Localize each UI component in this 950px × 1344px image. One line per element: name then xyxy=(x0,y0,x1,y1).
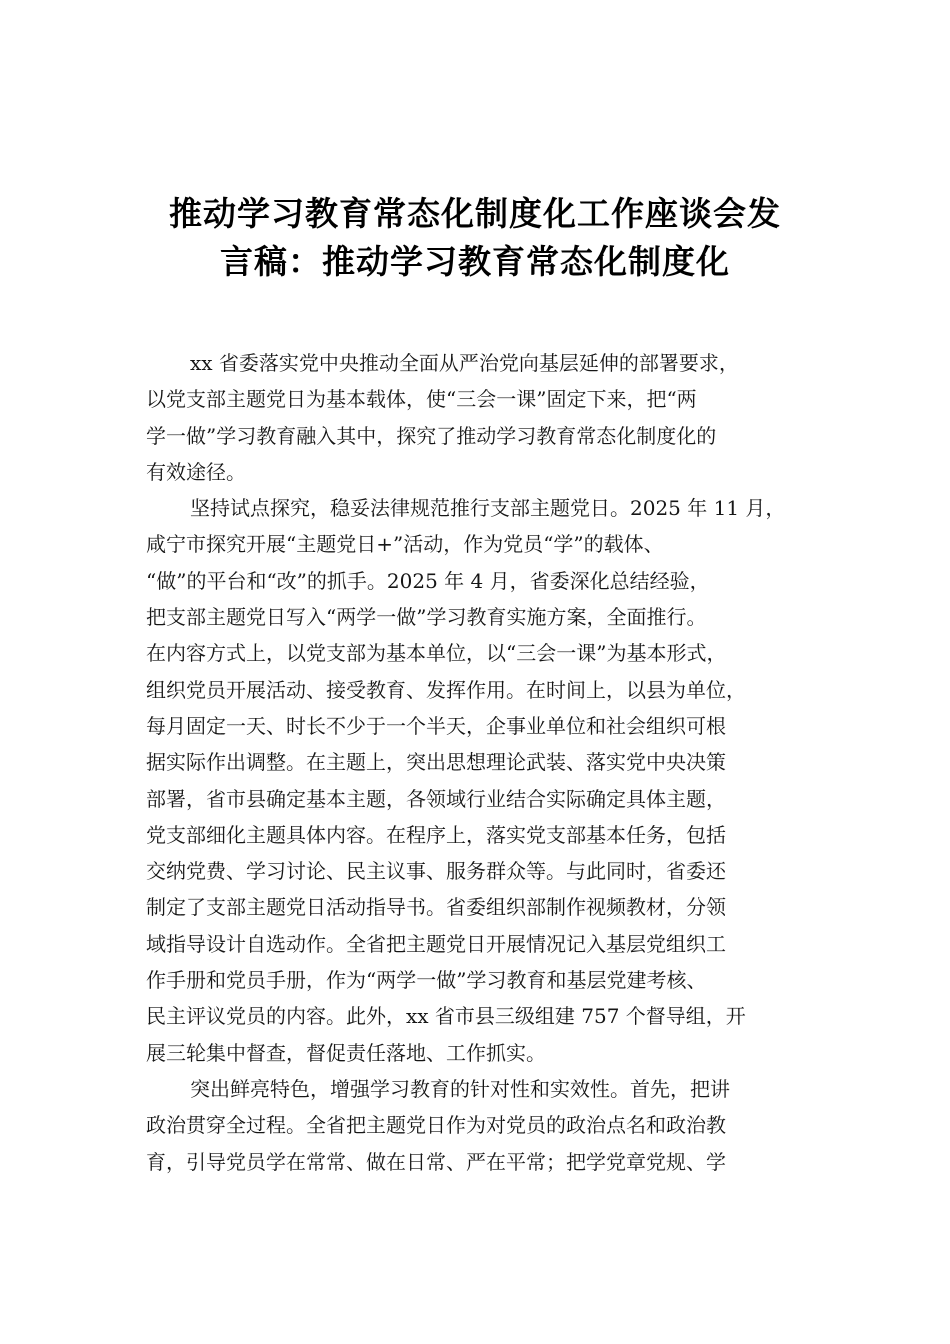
text-line: “做”的平台和“改”的抓手。2025 年 4 月，省委深化总结经验， xyxy=(146,568,710,593)
text-line: xx 省委落实党中央推动全面从严治党向基层延伸的部署要求， xyxy=(190,351,739,375)
text-line: 部署，省市县确定基本主题，各领域行业结合实际确定具体主题， xyxy=(146,786,726,811)
text-line: 育，引导党员学在常常、做在日常、严在平常；把学党章党规、学 xyxy=(146,1149,726,1174)
text-line: 有效途径。 xyxy=(146,459,246,484)
text-line: 政治贯穿全过程。全省把主题党日作为对党员的政治点名和政治教 xyxy=(146,1113,726,1138)
text-line: 制定了支部主题党日活动指导书。省委组织部制作视频教材，分领 xyxy=(146,895,726,920)
document-title xyxy=(120,190,830,286)
text-line: 展三轮集中督查，督促责任落地、工作抓实。 xyxy=(146,1040,546,1065)
text-line: 以党支部主题党日为基本载体，使“三会一课”固定下来，把“两 xyxy=(146,387,697,412)
text-line: 作手册和党员手册，作为“两学一做”学习教育和基层党建考核、 xyxy=(146,968,707,993)
paragraph xyxy=(146,490,806,1071)
text-line: 坚持试点探究，稳妥法律规范推行支部主题党日。2025 年 11 月， xyxy=(190,496,786,521)
text-line: 交纳党费、学习讨论、民主议事、服务群众等。与此同时，省委还 xyxy=(146,859,726,884)
text-line: 把支部主题党日写入“两学一做”学习教育实施方案，全面推行。 xyxy=(146,605,707,630)
document-body xyxy=(146,345,806,1180)
text-line: 学一做”学习教育融入其中，探究了推动学习教育常态化制度化的 xyxy=(146,423,717,448)
paragraph xyxy=(146,345,806,490)
paragraph xyxy=(146,1071,806,1180)
title-line: 言稿：推动学习教育常态化制度化 xyxy=(220,242,730,281)
text-line: 在内容方式上，以党支部为基本单位，以“三会一课”为基本形式， xyxy=(146,641,727,666)
text-line: 突出鲜亮特色，增强学习教育的针对性和实效性。首先，把讲 xyxy=(190,1076,730,1101)
text-line: 党支部细化主题具体内容。在程序上，落实党支部基本任务，包括 xyxy=(146,822,726,847)
text-line: 据实际作出调整。在主题上，突出思想理论武装、落实党中央决策 xyxy=(146,750,726,775)
text-line: 域指导设计自选动作。全省把主题党日开展情况记入基层党组织工 xyxy=(146,931,726,956)
text-line: 组织党员开展活动、接受教育、发挥作用。在时间上，以县为单位， xyxy=(146,677,746,702)
text-line: 咸宁市探究开展“主题党日+”活动，作为党员“学”的载体、 xyxy=(146,532,664,557)
title-line: 推动学习教育常态化制度化工作座谈会发 xyxy=(169,194,781,233)
text-line: 民主评议党员的内容。此外，xx 省市县三级组建 757 个督导组，开 xyxy=(146,1004,746,1029)
text-line: 每月固定一天、时长不少于一个半天，企事业单位和社会组织可根 xyxy=(146,713,726,738)
